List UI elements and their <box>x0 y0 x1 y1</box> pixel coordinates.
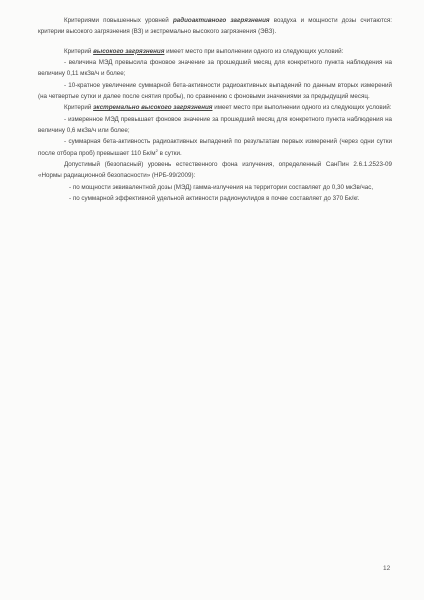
term-radioactive-pollution: радиоактивного загрязнения <box>172 17 270 24</box>
list-item-med-threshold: - величина МЭД превысила фоновое значение за прошедший месяц для конкретного пункта наблюдения на величину 0,11 мкЗв/ч и более; <box>38 59 392 78</box>
page-number: 12 <box>383 565 391 572</box>
document-body <box>38 15 392 205</box>
term-high-pollution: высокого загрязнения <box>93 47 165 55</box>
term-extreme-pollution: экстремально высокого загрязнения <box>93 104 213 112</box>
paragraph-high-pollution: Критерий высокого загрязнения имеет место при выполнении одного из следующих условий: <box>64 47 344 55</box>
list-item-med-extreme: - измеренное МЭД превышает фоновое значение за прошедший месяц для конкретного пункта наблюдения на величину 0,6 мкЗв/ч или более; <box>38 115 392 135</box>
list-item-beta-tenfold: - 10-кратное увеличение суммарной бета-активности радиоактивных выпадений по данным вторых измерений (на четвертые сутки и далее после снятия пробы), по сравнению с фоновыми значениями за предыдущий месяц. <box>38 81 392 101</box>
paragraph-permissible-level: Допустимый (безопасный) уровень естественного фона излучения, определенный СанПин 2.6.1.2523-09 «Нормы радиационной безопасности» (НРБ-99/2009): <box>38 161 392 180</box>
paragraph-criteria-intro: Критериями повышенных уровней радиоактивного загрязнения воздуха и мощности дозы считаются: критерии высокого загрязнения (ВЗ) и экстремально высокого загрязнения (ЭВЗ). <box>38 17 392 36</box>
list-item-beta-extreme: - суммарная бета-активность радиоактивных выпадений по результатам первых измерений (через одни сутки после отбора проб) превышает 110 $Бк/м^2$ в сутки. <box>38 138 392 157</box>
list-item-soil-activity: - по суммарной эффективной удельной активности радионуклидов в почве составляет до 370 Бк/кг. <box>69 195 360 203</box>
list-item-gamma-dose: - по мощности эквивалентной дозы (МЭД) гамма-излучения на территории составляет до 0,30 мкЗв/час, <box>69 183 374 191</box>
paragraph-extreme-pollution: Критерий экстремально высокого загрязнения имеет место при выполнении одного из следующих условий: <box>64 104 392 112</box>
